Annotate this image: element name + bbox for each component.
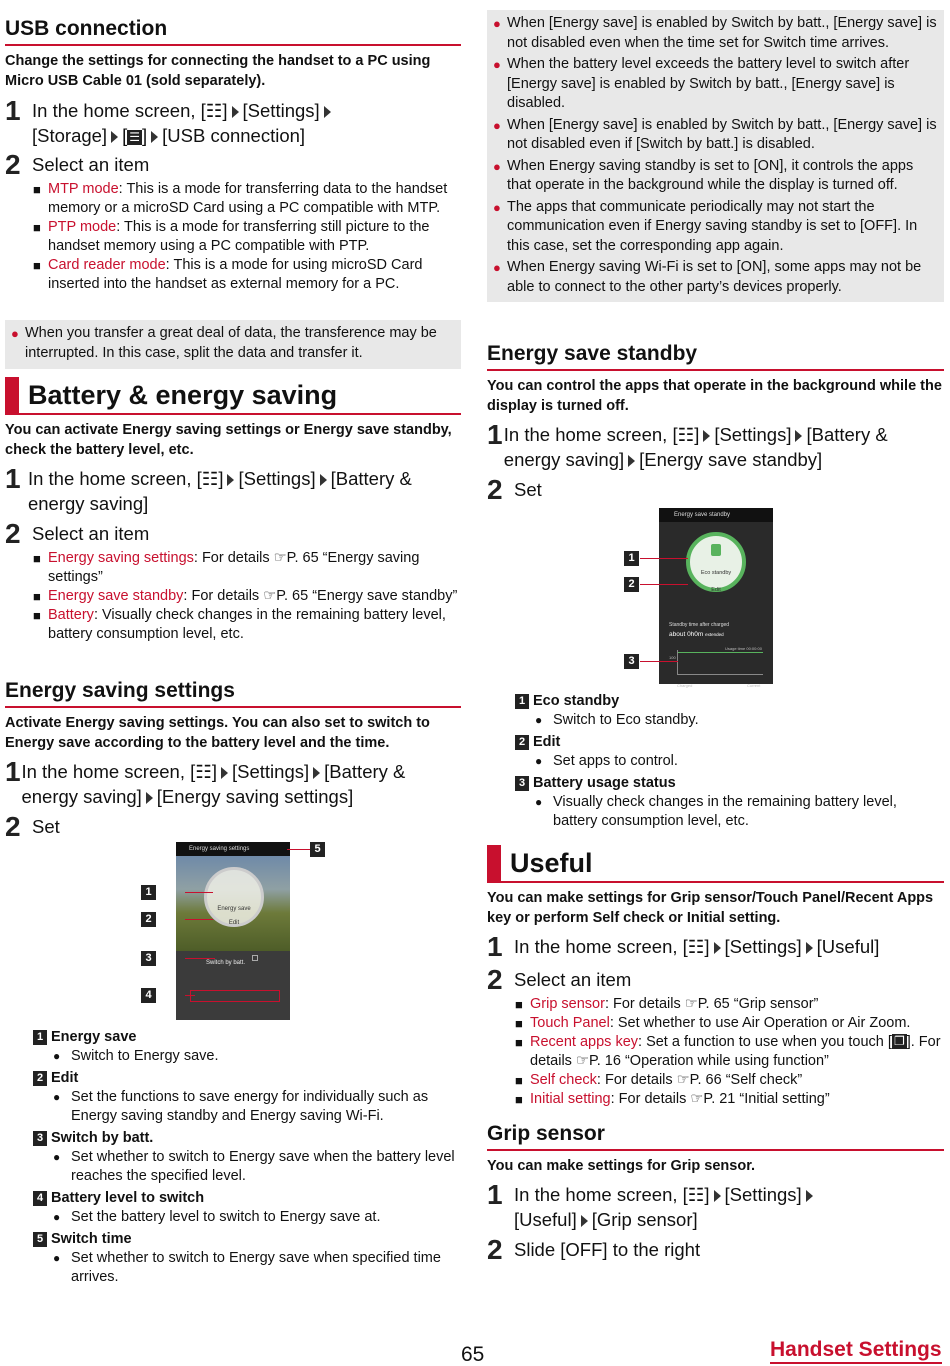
grip-lead: You can make settings for Grip sensor. <box>487 1158 756 1174</box>
apps-icon: ☷ <box>195 761 212 782</box>
usb-title: USB connection <box>5 16 461 46</box>
recent-apps-icon: ❐ <box>893 1034 905 1048</box>
callout-1: 1 <box>624 551 639 566</box>
grip-step-1: 1 In the home screen, [☷] [Settings] [Useful] [Grip sensor] <box>487 1180 944 1232</box>
usb-section <box>5 16 461 294</box>
page-number: 65 <box>461 1343 485 1366</box>
useful-section <box>487 845 944 1109</box>
leaf-icon <box>711 544 721 556</box>
label-eco-standby: 1 Eco standby ● Switch to Eco standby. <box>515 692 944 730</box>
esstandby-step-1: 1 In the home screen, [☷] [Settings] [Battery & energy saving] [Energy save standby] <box>487 419 888 470</box>
usb-lead: Change the settings for connecting the handset to a PC using Micro USB Cable 01 (sold separately). <box>5 53 431 89</box>
list-item: ■ Energy save standby: For details ☞P. 65 “Energy save standby” <box>33 588 458 604</box>
battery-lead: You can activate Energy saving settings or Energy save standby, check the battery level, etc. <box>5 422 452 458</box>
footer-section-name: Handset Settings <box>770 1338 942 1364</box>
grip-title: Grip sensor <box>487 1121 944 1151</box>
esstandby-title: Energy save standby <box>487 341 944 371</box>
eco-standby-button[interactable]: Eco standby <box>700 570 732 576</box>
edit-button[interactable]: Edit <box>711 587 721 593</box>
energy-saving-settings-section <box>5 678 461 842</box>
list-item: ■ Touch Panel: Set whether to use Air Operation or Air Zoom. <box>515 1015 911 1031</box>
ess-step-1: 1 In the home screen, [☷] [Settings] [Battery & energy saving] [Energy saving settings] <box>5 756 406 807</box>
list-item: ■ Card reader mode: This is a mode for using microSD Card inserted into the handset as external memory for a PC. <box>33 257 423 292</box>
apps-icon: ☷ <box>687 1184 705 1205</box>
label-edit: 2 Edit ● Set the functions to save energy for individually such as Energy saving standby and Energy saving Wi-Fi. <box>33 1069 461 1126</box>
battery-step-1: 1 In the home screen, [☷] [Settings] [Battery & energy saving] <box>5 463 412 514</box>
list-item: ■ Recent apps key: Set a function to use when you touch [ ❐ ]. For details ☞P. 16 “Operation while using function” <box>515 1034 941 1069</box>
energy-notes: ● When [Energy save] is enabled by Switch by batt., [Energy save] is not disabled even when the time set for Switch time arrives. ● When the battery level exceeds the battery level to switch after [Energy save] is enabled by Switch by batt., [Energy save] is disabled. ● When [Energy save] is enabled by Switch by batt., [Energy save] is not disabled even if [Switch by batt.] is disabled. ● When Energy saving standby is set to [ON], it controls the apps that operate in the background while the display is turned off. ● The apps that communicate periodically may not start the communication even if Energy saving standby is set to [OFF]. In this case, set the corresponding app again. ● When Energy saving Wi-Fi is set to [ON], some apps may not be able to connect to the other party’s devices properly. <box>487 10 944 302</box>
apps-icon: ☷ <box>201 468 219 489</box>
ess-labels <box>33 1028 461 1287</box>
callout-5: 5 <box>310 842 325 857</box>
battery-usage-line <box>677 652 763 653</box>
ess-title: Energy saving settings <box>5 678 461 708</box>
list-item: ■ Grip sensor: For details ☞P. 65 “Grip sensor” <box>515 996 819 1012</box>
list-item: ■ Energy saving settings: For details ☞P. 65 “Energy saving settings” <box>33 550 420 585</box>
usb-step-2: 2 Select an item <box>5 149 150 180</box>
useful-step-2: 2 Select an item <box>487 964 632 995</box>
switch-by-batt-checkbox[interactable] <box>252 955 258 961</box>
useful-step-1: 1 In the home screen, [☷] [Settings] [Useful] <box>487 931 880 962</box>
screen-header: Energy save standby <box>659 508 773 522</box>
switch-by-batt-label[interactable]: Switch by batt. <box>206 960 246 966</box>
menu-icon: ☰ <box>129 130 140 144</box>
callout-4: 4 <box>141 988 156 1003</box>
callout-1: 1 <box>141 885 156 900</box>
esstandby-lead: You can control the apps that operate in the background while the display is turned off. <box>487 378 942 414</box>
battery-step-2: 2 Select an item <box>5 518 150 549</box>
list-item: ■ MTP mode: This is a mode for transferring data to the handset memory or a microSD Card using a PC compatible with MTP. <box>33 181 448 216</box>
usb-step-1: 1 In the home screen, [☷] [Settings] [Storage] [ ☰ ] [USB connection] <box>5 96 461 148</box>
useful-lead: You can make settings for Grip sensor/Touch Panel/Recent Apps key or perform Self check or Initial setting. <box>487 890 934 926</box>
list-item: ■ PTP mode: This is a mode for transferring still picture to the handset memory using a PC compatible with PTP. <box>33 219 430 254</box>
callout-3: 3 <box>141 951 156 966</box>
label-battery-level: 4 Battery level to switch ● Set the battery level to switch to Energy save at. <box>33 1189 461 1227</box>
list-item: ■ Battery: Visually check changes in the remaining battery level, battery consumption level, etc. <box>33 607 446 642</box>
usb-note: ● When you transfer a great deal of data, the transference may be interrupted. In this case, split the data and transfer it. <box>5 320 461 369</box>
screen-header: Energy saving settings <box>176 842 290 856</box>
callout-2: 2 <box>141 912 156 927</box>
list-item: ■ Initial setting: For details ☞P. 21 “Initial setting” <box>515 1091 830 1107</box>
energy-save-standby-section <box>487 341 944 505</box>
label-switch-by-batt: 3 Switch by batt. ● Set whether to switch to Energy save when the battery level reaches the specified level. <box>33 1129 461 1186</box>
energy-save-button[interactable]: Energy save <box>217 906 251 912</box>
apps-icon: ☷ <box>687 936 705 957</box>
callout-3: 3 <box>624 654 639 669</box>
esstandby-labels <box>515 692 944 831</box>
label-switch-time: 5 Switch time ● Set whether to switch to Energy save when specified time arrives. <box>33 1230 461 1287</box>
battery-section <box>5 377 461 644</box>
grip-sensor-section <box>487 1121 944 1265</box>
esstandby-step-2: 2 Set <box>487 474 542 505</box>
label-edit: 2 Edit ● Set apps to control. <box>515 733 944 771</box>
list-item: ■ Self check: For details ☞P. 66 “Self check” <box>515 1072 803 1088</box>
ess-lead: Activate Energy saving settings. You can also set to switch to Energy save according to the battery level and the time. <box>5 715 430 751</box>
grip-step-2: 2 Slide [OFF] to the right <box>487 1234 701 1265</box>
apps-icon: ☷ <box>677 424 695 445</box>
apps-icon: ☷ <box>205 100 223 121</box>
battery-title: Battery & energy saving <box>5 377 461 415</box>
callout-2: 2 <box>624 577 639 592</box>
energy-saving-settings-screenshot <box>176 842 290 1020</box>
ess-step-2: 2 Set <box>5 811 60 842</box>
energy-save-standby-screenshot: Energy save standby Eco standby Edit Standby time after charged about 0h0m extended Usage time 00:00:00 100 Charged Current <box>659 508 773 684</box>
label-energy-save: 1 Energy save ● Switch to Energy save. <box>33 1028 461 1066</box>
battery-level-slider[interactable] <box>190 990 280 1002</box>
useful-title: Useful <box>487 845 944 883</box>
edit-button[interactable]: Edit <box>228 920 240 926</box>
label-battery-usage: 3 Battery usage status ● Visually check changes in the remaining battery level, battery consumption level, etc. <box>515 774 944 831</box>
